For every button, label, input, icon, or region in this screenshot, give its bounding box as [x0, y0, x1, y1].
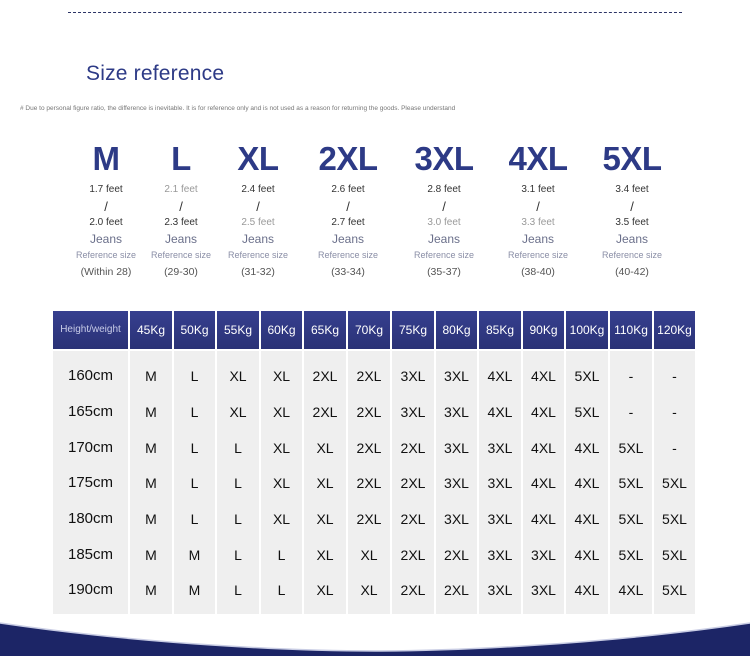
size-cell: 2XL — [444, 582, 469, 598]
size-cell: L — [190, 440, 199, 456]
jeans-waist-range: (40-42) — [615, 266, 649, 278]
size-cell: 3XL — [444, 511, 469, 527]
size-cell: XL — [316, 547, 334, 563]
size-cell: 5XL — [662, 547, 687, 563]
size-cell: 4XL — [531, 404, 556, 420]
size-cell: XL — [316, 511, 334, 527]
size-cell: L — [190, 404, 199, 420]
size-cell: 5XL — [662, 475, 687, 491]
jeans-label: Jeans — [164, 232, 198, 246]
jeans-waist-range: (33-34) — [331, 266, 365, 278]
jeans-label: Jeans — [615, 232, 649, 246]
waist-to: 2.0 feet — [89, 217, 123, 228]
size-cell: 5XL — [662, 582, 687, 598]
header-weight: 65Kg — [304, 311, 346, 349]
header-weight: 85Kg — [479, 311, 521, 349]
size-cell: L — [234, 440, 242, 456]
header-weight: 90Kg — [523, 311, 564, 349]
size-cell: 2XL — [312, 404, 338, 420]
waist-to: 2.7 feet — [331, 217, 365, 228]
row-height: 165cm — [67, 403, 114, 420]
separator: / — [104, 199, 108, 214]
size-cell: L — [234, 547, 242, 563]
disclaimer-note: # Due to personal figure ratio, the difference is inevitable. It is for reference only and is not used as a reason for returning the goods. Please understand — [20, 105, 456, 112]
row-height: 190cm — [67, 581, 114, 598]
size-cell: XL — [272, 440, 291, 456]
size-cell: 3XL — [444, 404, 469, 420]
size-cell: M — [145, 547, 157, 563]
size-cell: 4XL — [487, 368, 513, 384]
size-cell: 5XL — [618, 511, 644, 527]
size-label: 5XL — [602, 140, 662, 177]
separator: / — [256, 199, 260, 214]
size-cell: 5XL — [574, 404, 600, 420]
size-cell: XL — [272, 368, 291, 384]
size-cell: 4XL — [487, 404, 513, 420]
size-cell: 5XL — [618, 440, 644, 456]
size-cell: 2XL — [400, 547, 426, 563]
row-height: 180cm — [67, 510, 114, 527]
bottom-wave-decoration — [0, 605, 750, 656]
header-weight: 80Kg — [436, 311, 477, 349]
size-cell: 4XL — [531, 511, 556, 527]
size-cell: XL — [229, 404, 247, 420]
waist-from: 2.4 feet — [241, 184, 275, 195]
size-cell: 5XL — [618, 547, 644, 563]
row-height: 175cm — [67, 474, 114, 491]
waist-from: 2.6 feet — [331, 184, 365, 195]
size-label: 2XL — [318, 140, 378, 177]
header-weight: 110Kg — [610, 311, 652, 349]
jeans-waist-range: (38-40) — [521, 266, 555, 278]
size-cell: L — [190, 475, 199, 491]
header-weight: 45Kg — [130, 311, 172, 349]
size-label: L — [171, 140, 191, 177]
size-cell: 4XL — [618, 582, 644, 598]
size-cell: XL — [272, 404, 291, 420]
size-cell: 5XL — [618, 475, 644, 491]
size-cell: 5XL — [574, 368, 600, 384]
size-cell: 4XL — [574, 547, 600, 563]
size-cell: XL — [360, 582, 378, 598]
size-cell: 2XL — [356, 475, 382, 491]
size-cell: L — [277, 582, 286, 598]
separator: / — [442, 199, 446, 214]
reference-size-label: Reference size — [75, 250, 137, 260]
row-height: 160cm — [67, 367, 114, 384]
size-cell: XL — [316, 475, 334, 491]
reference-size-label: Reference size — [507, 250, 569, 260]
reference-size-label: Reference size — [227, 250, 289, 260]
size-cell: 2XL — [400, 475, 426, 491]
size-cell: L — [234, 582, 242, 598]
header-height-weight: Height/weight — [53, 311, 128, 349]
size-cell: L — [277, 547, 286, 563]
size-cell: 3XL — [444, 475, 469, 491]
size-cell: 2XL — [356, 368, 382, 384]
size-label: M — [92, 140, 120, 177]
size-cell: M — [145, 582, 157, 598]
row-height: 185cm — [67, 546, 114, 563]
size-cell: 2XL — [400, 440, 426, 456]
size-cell: 2XL — [312, 368, 338, 384]
size-cell: - — [672, 368, 677, 384]
header-weight: 50Kg — [174, 311, 215, 349]
waist-from: 1.7 feet — [89, 184, 123, 195]
size-cell: M — [188, 582, 201, 598]
size-cell: 3XL — [487, 440, 513, 456]
size-cell: M — [145, 475, 157, 491]
size-cell: M — [145, 404, 157, 420]
size-cell: - — [672, 404, 677, 420]
size-cell: 4XL — [574, 440, 600, 456]
size-cell: M — [145, 440, 157, 456]
header-weight: 75Kg — [392, 311, 434, 349]
jeans-waist-range: (31-32) — [241, 266, 275, 278]
size-cell: 5XL — [662, 511, 687, 527]
size-cell: XL — [272, 475, 291, 491]
size-cell: M — [145, 511, 157, 527]
size-cell: 4XL — [574, 511, 600, 527]
size-cell: 3XL — [444, 440, 469, 456]
waist-to: 2.5 feet — [241, 217, 275, 228]
jeans-label: Jeans — [331, 232, 365, 246]
size-cell: 4XL — [531, 368, 556, 384]
row-height: 170cm — [67, 439, 114, 456]
size-cell: 3XL — [531, 547, 556, 563]
jeans-waist-range: (29-30) — [164, 266, 198, 278]
size-cell: XL — [316, 582, 334, 598]
size-cell: - — [628, 368, 634, 384]
page-title: Size reference — [86, 62, 225, 85]
header-weight: 60Kg — [261, 311, 302, 349]
size-cell: 4XL — [574, 475, 600, 491]
size-cell: 2XL — [400, 582, 426, 598]
size-cell: 4XL — [531, 475, 556, 491]
size-cell: 3XL — [400, 368, 426, 384]
jeans-label: Jeans — [89, 232, 123, 246]
size-cell: 3XL — [487, 511, 513, 527]
separator: / — [536, 199, 540, 214]
reference-size-label: Reference size — [601, 250, 663, 260]
size-cell: M — [188, 547, 201, 563]
size-cell: 2XL — [400, 511, 426, 527]
waist-from: 3.4 feet — [615, 184, 649, 195]
reference-size-label: Reference size — [413, 250, 475, 260]
waist-to: 2.3 feet — [164, 217, 198, 228]
size-cell: L — [234, 511, 242, 527]
size-cell: XL — [272, 511, 291, 527]
size-cell: 3XL — [531, 582, 556, 598]
size-cell: - — [628, 404, 634, 420]
size-cell: L — [190, 368, 199, 384]
size-cell: 3XL — [487, 582, 513, 598]
reference-size-label: Reference size — [317, 250, 379, 260]
separator: / — [179, 199, 183, 214]
waist-to: 3.3 feet — [521, 217, 555, 228]
size-cell: L — [234, 475, 242, 491]
size-cell: XL — [360, 547, 378, 563]
waist-from: 2.1 feet — [164, 184, 198, 195]
size-label: 3XL — [414, 140, 474, 177]
size-cell: 4XL — [531, 440, 556, 456]
size-cell: 2XL — [356, 440, 382, 456]
size-cell: 2XL — [356, 511, 382, 527]
size-cell: 2XL — [356, 404, 382, 420]
header-weight: 55Kg — [217, 311, 259, 349]
header-weight: 100Kg — [566, 311, 608, 349]
jeans-waist-range: (Within 28) — [80, 266, 132, 278]
size-cell: 3XL — [400, 404, 426, 420]
size-cell: 4XL — [574, 582, 600, 598]
jeans-waist-range: (35-37) — [427, 266, 461, 278]
size-cell: 2XL — [444, 547, 469, 563]
jeans-label: Jeans — [427, 232, 461, 246]
reference-size-label: Reference size — [150, 250, 212, 260]
separator: / — [630, 199, 634, 214]
jeans-label: Jeans — [241, 232, 275, 246]
size-cell: M — [145, 368, 157, 384]
size-cell: L — [190, 511, 199, 527]
size-cell: - — [672, 440, 677, 456]
size-cell: XL — [229, 368, 247, 384]
waist-from: 3.1 feet — [521, 184, 555, 195]
size-cell: 3XL — [487, 547, 513, 563]
waist-from: 2.8 feet — [427, 184, 461, 195]
size-label: XL — [237, 140, 279, 177]
size-cell: 3XL — [487, 475, 513, 491]
waist-to: 3.0 feet — [427, 217, 461, 228]
size-cell: XL — [316, 440, 334, 456]
waist-to: 3.5 feet — [615, 217, 649, 228]
header-weight: 120Kg — [654, 311, 695, 349]
header-weight: 70Kg — [348, 311, 390, 349]
separator: / — [346, 199, 350, 214]
size-label: 4XL — [508, 140, 568, 177]
size-cell: 3XL — [444, 368, 469, 384]
jeans-label: Jeans — [521, 232, 555, 246]
